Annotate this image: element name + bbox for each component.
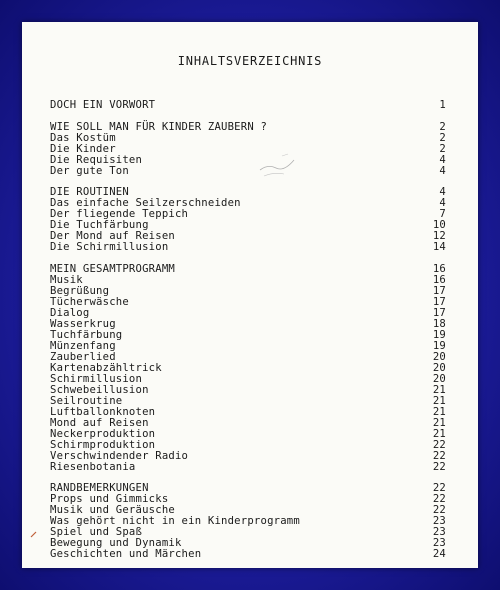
toc-page-number: 20 <box>432 362 446 374</box>
toc-page-number: 2 <box>439 143 446 155</box>
toc-entry-label: Schwebeillusion <box>50 384 149 396</box>
toc-page-number: 22 <box>432 493 446 505</box>
toc-entry-label: Dialog <box>50 307 90 319</box>
toc-entry-label: Was gehört nicht in ein Kinderprogramm <box>50 515 300 527</box>
toc-entry-label: Schirmproduktion <box>50 439 156 451</box>
toc-page-number: 7 <box>439 208 446 220</box>
toc-page-number: 23 <box>432 526 446 538</box>
toc-entry-label: Musik <box>50 274 83 286</box>
toc-page-number: 4 <box>439 197 446 209</box>
toc-entry-label: Der Mond auf Reisen <box>50 230 175 242</box>
toc-page-number: 10 <box>432 219 446 231</box>
toc-page-number: 21 <box>432 417 446 429</box>
toc-entry-label: Geschichten und Märchen <box>50 548 202 560</box>
toc-entry-label: DOCH EIN VORWORT <box>50 99 156 111</box>
toc-page-number: 20 <box>432 351 446 363</box>
toc-entry-label: Verschwindender Radio <box>50 450 189 462</box>
toc-page-number: 20 <box>432 373 446 385</box>
toc-entry <box>50 166 446 177</box>
toc-entry-label: WIE SOLL MAN FÜR KINDER ZAUBERN ? <box>50 121 268 133</box>
toc-entry-label: Luftballonknoten <box>50 406 156 418</box>
toc-page-number: 19 <box>432 329 446 341</box>
toc-entry <box>50 275 446 286</box>
toc-entry-label: Die Kinder <box>50 143 116 155</box>
toc-entry-label: Das einfache Seilzerschneiden <box>50 197 241 209</box>
toc-entry-label: Bewegung und Dynamik <box>50 537 182 549</box>
toc-page-number: 17 <box>432 307 446 319</box>
toc-section-heading <box>50 264 446 275</box>
toc-entry-label: Wasserkrug <box>50 318 116 330</box>
toc-page-number: 4 <box>439 186 446 198</box>
toc-entry-label: Schirmillusion <box>50 373 143 385</box>
toc-page-number: 4 <box>439 154 446 166</box>
toc-page-number: 16 <box>432 263 446 275</box>
toc-entry <box>50 549 446 560</box>
toc-page-number: 12 <box>432 230 446 242</box>
toc-page-number: 21 <box>432 384 446 396</box>
toc-page-number: 23 <box>432 515 446 527</box>
toc-page-number: 22 <box>432 439 446 451</box>
toc-entry-label: Münzenfang <box>50 340 116 352</box>
toc-page-number: 14 <box>432 241 446 253</box>
toc-entry-label: Der fliegende Teppich <box>50 208 189 220</box>
toc-entry-label: DIE ROUTINEN <box>50 186 129 198</box>
toc-entry-label: MEIN GESAMTPROGRAMM <box>50 263 175 275</box>
toc-section-heading <box>50 100 446 111</box>
toc-entry-label: Musik und Geräusche <box>50 504 175 516</box>
toc-page-number: 19 <box>432 340 446 352</box>
document-page <box>22 22 478 568</box>
toc-entry-label: Zauberlied <box>50 351 116 363</box>
toc-page-number: 23 <box>432 537 446 549</box>
toc-entry-label: Seilroutine <box>50 395 123 407</box>
toc-entry-label: Die Schirmillusion <box>50 241 169 253</box>
toc-entry-label: Die Tuchfärbung <box>50 219 149 231</box>
toc-entry <box>50 242 446 253</box>
toc-entry-label: Kartenabzähltrick <box>50 362 162 374</box>
toc-entry-label: Props und Gimmicks <box>50 493 169 505</box>
toc-page-number: 16 <box>432 274 446 286</box>
toc-page-number: 2 <box>439 121 446 133</box>
toc-page-number: 21 <box>432 428 446 440</box>
toc-page-number: 4 <box>439 165 446 177</box>
toc-entry-label: Die Requisiten <box>50 154 143 166</box>
toc-entry-label: Das Kostüm <box>50 132 116 144</box>
toc-entry-label: Tücherwäsche <box>50 296 129 308</box>
toc-entry-label: Neckerproduktion <box>50 428 156 440</box>
toc-page-number: 2 <box>439 132 446 144</box>
toc-page-number: 22 <box>432 461 446 473</box>
toc-entry-label: Mond auf Reisen <box>50 417 149 429</box>
toc-page-number: 18 <box>432 318 446 330</box>
toc-page-number: 21 <box>432 395 446 407</box>
toc-page-number: 1 <box>439 99 446 111</box>
toc-entry-label: Der gute Ton <box>50 165 129 177</box>
toc-entry-label: Riesenbotania <box>50 461 136 473</box>
toc-page-number: 22 <box>432 504 446 516</box>
toc-page-number: 22 <box>432 450 446 462</box>
toc-entry-label: Tuchfärbung <box>50 329 123 341</box>
toc-page-number: 17 <box>432 285 446 297</box>
page-title: INHALTSVERZEICHNIS <box>177 54 323 68</box>
toc-entry <box>50 462 446 473</box>
toc-page-number: 21 <box>432 406 446 418</box>
toc-entry-label: Spiel und Spaß <box>50 526 143 538</box>
pen-mark <box>30 530 38 538</box>
toc-entry <box>50 297 446 308</box>
toc-page-number: 24 <box>432 548 446 560</box>
toc-entry-label: Begrüßung <box>50 285 110 297</box>
toc-entry-label: RANDBEMERKUNGEN <box>50 482 149 494</box>
toc-page-number: 22 <box>432 482 446 494</box>
toc-page-number: 17 <box>432 296 446 308</box>
